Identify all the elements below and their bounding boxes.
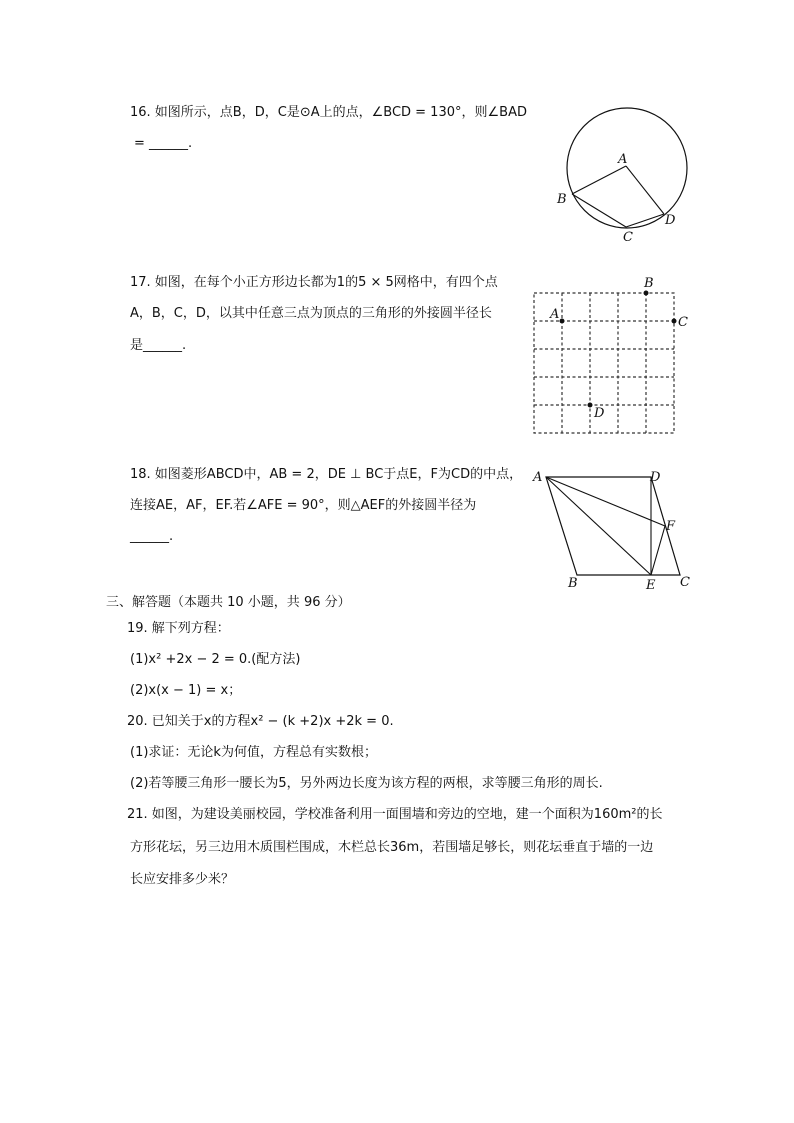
q18-rhombus-figure (530, 465, 700, 595)
q18-line3: ______. (130, 529, 174, 544)
section3-heading: 三、解答题（本题共 10 小题，共 96 分） (106, 595, 351, 610)
q18-label-B: B (568, 576, 578, 591)
q17-point-A (560, 319, 565, 324)
q21-line1: 21. 如图，为建设美丽校园，学校准备利用一面围墙和旁边的空地，建一个面积为160m²的长 (127, 807, 663, 822)
q18-rhombus-ABCD (546, 477, 680, 575)
q18-line2: 连接AE，AF，EF.若∠AFE = 90°，则△AEF的外接圆半径为 (130, 498, 477, 513)
q20-title: 20. 已知关于x的方程x² − (k +2)x +2k = 0. (127, 714, 394, 729)
q16-segment-BC (572, 194, 626, 227)
q16-segment-AB (572, 166, 626, 194)
q21-line2: 方形花坛，另三边用木质围栏围成，木栏总长36m，若围墙足够长，则花坛垂直于墙的一边 (130, 840, 654, 855)
q18-label-A: A (533, 470, 543, 485)
q19-part1: (1)x² +2x − 2 = 0.(配方法) (130, 652, 301, 667)
q18-label-C: C (680, 575, 690, 590)
q16-line1: 16. 如图所示，点B，D，C是⊙A上的点，∠BCD = 130°，则∠BAD (130, 105, 527, 120)
q17-point-C (672, 319, 677, 324)
q18-label-D: D (650, 470, 661, 485)
q19-title: 19. 解下列方程： (127, 621, 230, 636)
q21-line3: 长应安排多少米？ (130, 872, 235, 887)
q18-line1: 18. 如图菱形ABCD中，AB = 2，DE ⊥ BC于点E，F为CD的中点， (130, 467, 523, 482)
q18-segment-EF (651, 526, 665, 575)
q16-label-B: B (557, 192, 567, 207)
q17-label-A: A (550, 307, 560, 322)
q20-part1: (1)求证：无论k为何值，方程总有实数根； (130, 745, 377, 760)
q19-part2: (2)x(x − 1) = x； (130, 683, 242, 698)
q16-label-A: A (618, 152, 628, 167)
q17-label-C: C (678, 315, 688, 330)
q18-segment-AF (546, 477, 665, 526)
q17-grid-figure (525, 275, 695, 435)
q16-label-C: C (623, 230, 633, 245)
q20-part2: (2)若等腰三角形一腰长为5，另外两边长度为该方程的两根，求等腰三角形的周长. (130, 776, 603, 791)
q16-circle-figure (555, 105, 695, 245)
q17-line3: 是______. (130, 338, 187, 353)
q17-line1: 17. 如图，在每个小正方形边长都为1的5 × 5网格中，有四个点 (130, 275, 498, 290)
q17-label-B: B (644, 276, 654, 291)
q16-segment-AD (626, 166, 664, 214)
q17-label-D: D (594, 406, 605, 421)
q17-point-D (588, 403, 593, 408)
q17-point-B (644, 291, 649, 296)
q16-label-D: D (665, 213, 676, 228)
q16-line2: = ______. (134, 136, 193, 151)
q17-line2: A，B，C，D，以其中任意三点为顶点的三角形的外接圆半径长 (130, 306, 492, 321)
q18-label-F: F (666, 519, 676, 534)
q18-label-E: E (646, 578, 656, 593)
